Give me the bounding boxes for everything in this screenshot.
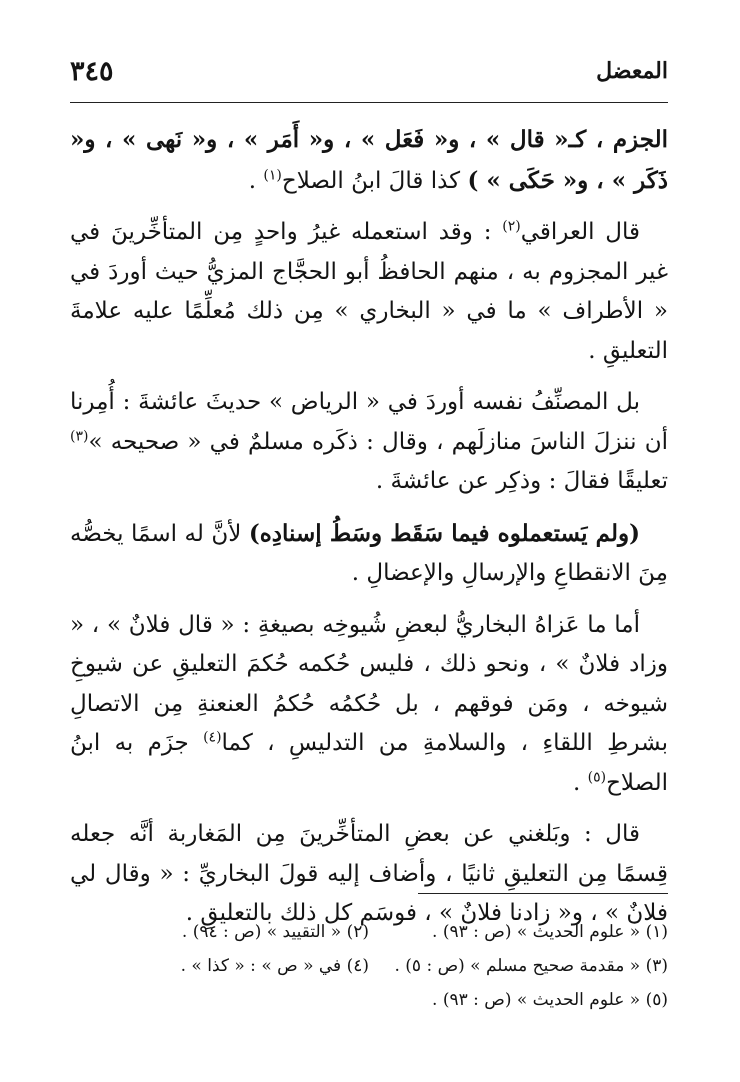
paragraph-musannif bbox=[70, 383, 668, 502]
commentary-text: تعليقًا فقالَ : وذكِر عن عائشةَ . bbox=[375, 468, 668, 494]
commentary-text: قال العراقي bbox=[520, 219, 640, 245]
commentary-text: كذا قالَ ابنُ الصلاح bbox=[281, 167, 468, 194]
footnote-marker[interactable]: (٢) bbox=[502, 218, 521, 235]
commentary-text: أما ما عَزاهُ البخاريُّ لبعضِ شُيوخِه بصيغةِ : « قال فلانٌ » ، « وزاد فلانٌ » ، ونحو ذلك ، فليس حُكمه حُكمَ التعليقِ عن شيوخِ شيوخه ، ومَن فوقهم ، بل حُكمُه حُكمُ العنعنةِ مِن الاتصالِ بشرطِ اللقاءِ ، والسلامةِ من التدليسِ ، كما bbox=[70, 611, 668, 756]
footnote-item: (٣) « مقدمة صحيح مسلم » (ص : ٥) . bbox=[394, 956, 668, 976]
footnote-item: (٤) في « ص » : « كذا » . bbox=[180, 956, 369, 976]
footnote-item: (٢) « التقييد » (ص : ٩٤) . bbox=[181, 922, 369, 942]
commentary-text: . bbox=[572, 769, 588, 796]
commentary-text: قال : وبَلغني عن بعضِ المتأخِّرينَ مِن المَغاربة أنَّه جعله قِسمًا مِن التعليقِ ثانيًا ، وأضاف إليه قولَ البخاريِّ : « وقال لي فلانٌ » ، و« زادنا فلانٌ » ، فوسَم كل ذلك بالتعليقِ . bbox=[70, 821, 668, 926]
commentary-text: . bbox=[248, 167, 264, 194]
commentary-text: : وقد استعمله غيرُ واحدٍ مِن المتأخِّرينَ في غير المجزوم به ، منهم الحافظُ أبو الحجَّاج المزيُّ حيث أوردَ في « الأطراف » ما في « البخاري » مِن ذلك مُعلِّمًا عليه علامةَ التعليقِ . bbox=[70, 219, 668, 364]
page-number: ٣٤٥ bbox=[70, 56, 114, 87]
footnote-item: (٥) « علوم الحديث » (ص : ٩٣) . bbox=[432, 990, 668, 1010]
commentary-text: جزَم به ابنُ الصلاح bbox=[70, 730, 668, 796]
paragraph-iraqi bbox=[70, 213, 668, 371]
bold-matn-text: (ولم يَستعملوه فيما سَقَط وسَطُ إسنادِه) bbox=[248, 519, 640, 547]
footnote-row bbox=[70, 949, 668, 983]
paragraph-bukhari bbox=[70, 606, 668, 804]
footnote-separator bbox=[418, 893, 668, 894]
footnote-row bbox=[70, 915, 668, 949]
commentary-text: لأنَّ له اسمًا يخصُّه مِنَ الانقطاعِ والإرسالِ والإعضالِ . bbox=[70, 520, 668, 586]
chapter-title: المعضل bbox=[596, 58, 668, 84]
bold-matn-text: الجزم ، كـ« قال » ، و« فَعَل » ، و« أَمَر » ، و« نَهى » ، و« ذَكَر » ، و« حَكَى » ) bbox=[70, 126, 668, 194]
footnote-row bbox=[70, 983, 668, 1017]
footnote-marker[interactable]: (٥) bbox=[587, 768, 607, 785]
main-text bbox=[70, 120, 668, 946]
footnotes bbox=[70, 915, 668, 1017]
commentary-text: بل المصنِّفُ نفسه أوردَ في « الرياض » حديثَ عائشةَ : أُمِرنا أن ننزلَ الناسَ منازلَهم ، وقال : ذكَره مسلمٌ في « صحيحه » bbox=[70, 389, 668, 455]
footnote-marker[interactable]: (٣) bbox=[70, 427, 89, 444]
paragraph-matn bbox=[70, 514, 668, 594]
footnote-item: (١) « علوم الحديث » (ص : ٩٣) . bbox=[432, 922, 668, 942]
page-header bbox=[70, 56, 668, 103]
footnote-marker[interactable]: (٤) bbox=[203, 729, 222, 746]
paragraph-continuation bbox=[70, 120, 668, 201]
footnote-marker[interactable]: (١) bbox=[263, 166, 282, 183]
